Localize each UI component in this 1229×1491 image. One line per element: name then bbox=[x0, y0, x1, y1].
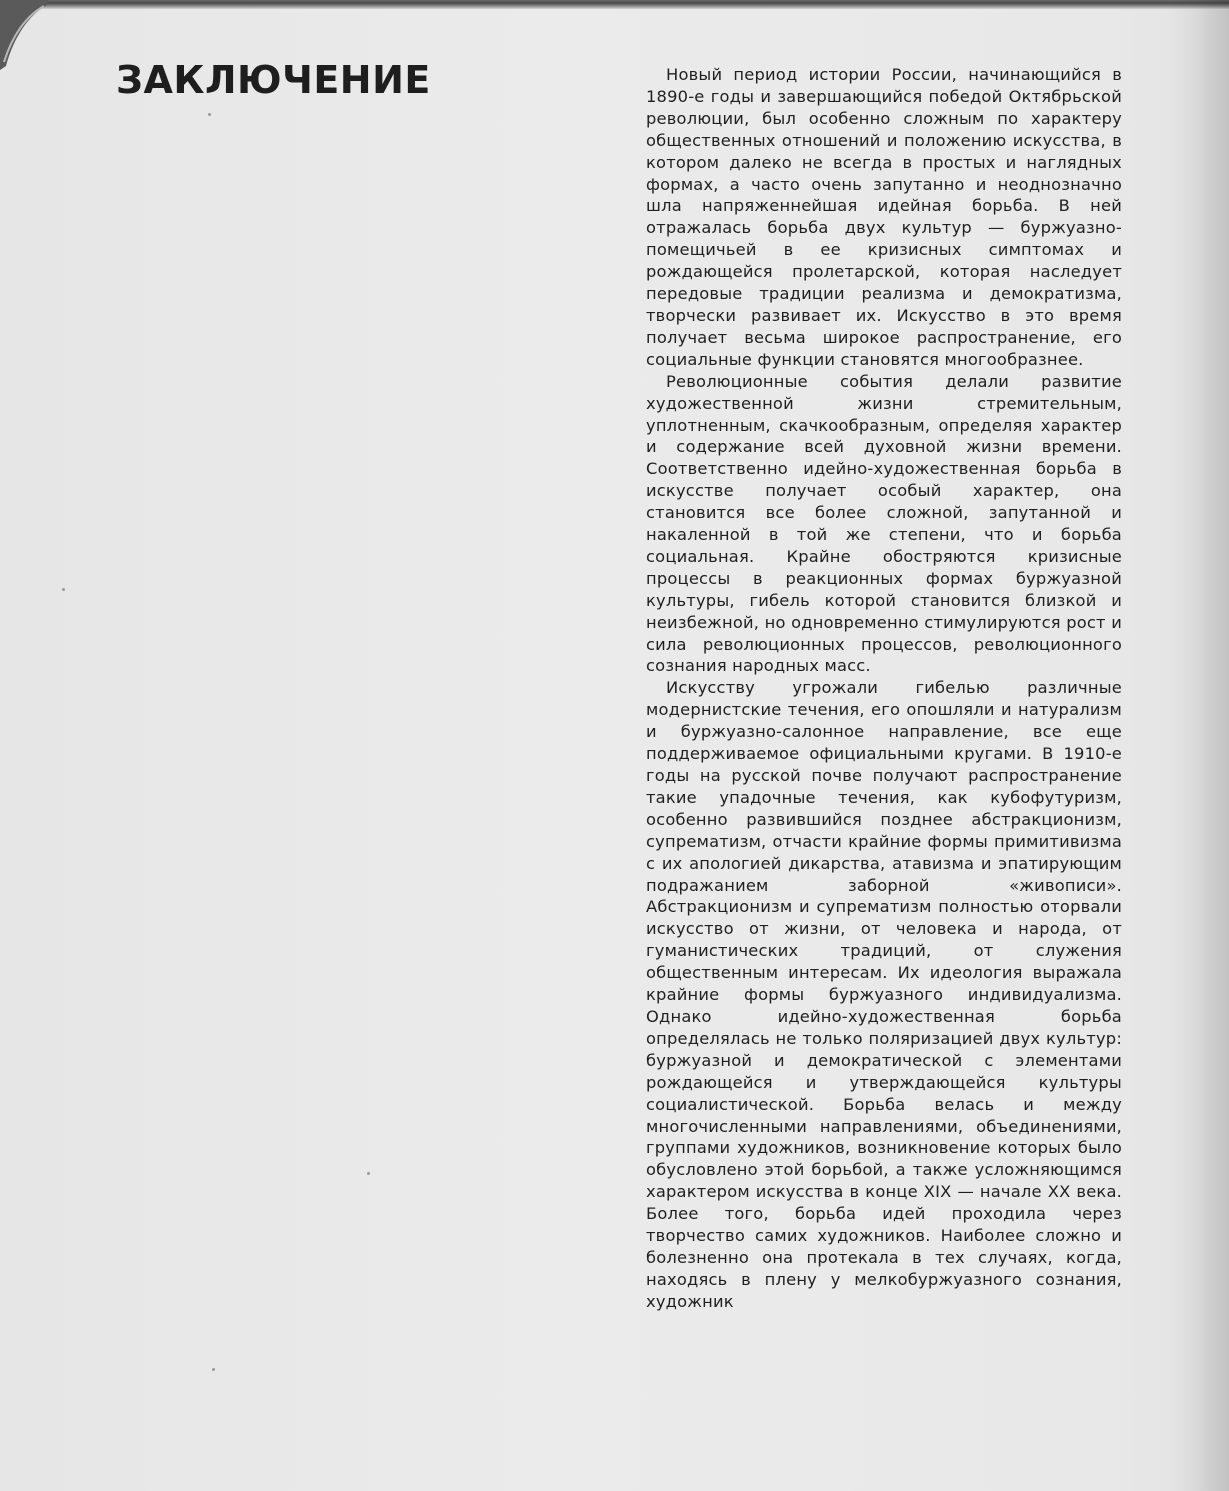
page-top-edge bbox=[0, 0, 1229, 9]
paper-speck bbox=[208, 113, 211, 116]
chapter-heading: ЗАКЛЮЧЕНИЕ bbox=[116, 58, 431, 102]
paragraph: Революционные события делали развитие художественной жизни стремительным, уплотненным, скачкообразным, определяя характер и содержание всей духовной жизни времени. Соответственно идейно-художественная борьба в искусстве получает особый характер, она становится все более сложной, запутанной и накаленной в той же степени, что и борьба социальная. Крайне обостряются кризисные процессы в реакционных формах буржуазной культуры, гибель которой становится близкой и неизбежной, но одновременно стимулируются рост и сила революционных процессов, революционного сознания народных масс. bbox=[646, 371, 1122, 676]
body-text bbox=[646, 64, 1122, 1313]
paragraph: Новый период истории России, начинающийся в 1890-е годы и завершающийся победой Октябрьской революции, был особенно сложным по характеру общественных отношений и положению искусства, в котором далеко не всегда в простых и наглядных формах, а часто очень запутанно и неоднозначно шла напряженнейшая идейная борьба. В ней отражалась борьба двух культур — буржуазно-помещичьей в ее кризисных симптомах и рождающейся пролетарской, которая наследует передовые традиции реализма и демократизма, творчески развивает их. Искусство в это время получает весьма широкое распространение, его социальные функции становятся многообразнее. bbox=[646, 65, 1122, 369]
paper-speck bbox=[367, 1172, 370, 1175]
spine-shadow bbox=[1169, 0, 1229, 1491]
page-corner-curl bbox=[0, 0, 48, 70]
paper-speck bbox=[212, 1368, 215, 1371]
paragraph: Искусству угрожали гибелью различные модернистские течения, его опошляли и натурализм и буржуазно-салонное направление, все еще поддерживаемое официальными кругами. В 1910-е годы на русской почве получают распространение такие упадочные течения, как кубофутуризм, особенно развившийся позднее абстракционизм, супрематизм, отчасти крайние формы примитивизма с их апологией дикарства, атавизма и эпатирующим подражанием заборной «живописи». Абстракционизм и супрематизм полностью оторвали искусство от жизни, от человека и народа, от гуманистических традиций, от служения общественным интересам. Их идеология выражала крайние формы буржуазного индивидуализма. Однако идейно-художественная борьба определялась не только поляризацией двух культур: буржуазной и демократической с элементами рождающейся и утверждающейся культуры социалистической. Борьба велась и между многочисленными направлениями, объединениями, группами художников, возникновение которых было обусловлено этой борьбой, а также усложняющимся характером искусства в конце XIX — начале XX века. Более того, борьба идей проходила через творчество самих художников. Наиболее сложно и болезненно она протекала в тех случаях, когда, находясь в плену у мелкобуржуазного сознания, художник bbox=[646, 678, 1122, 1311]
paper-speck bbox=[62, 588, 65, 591]
